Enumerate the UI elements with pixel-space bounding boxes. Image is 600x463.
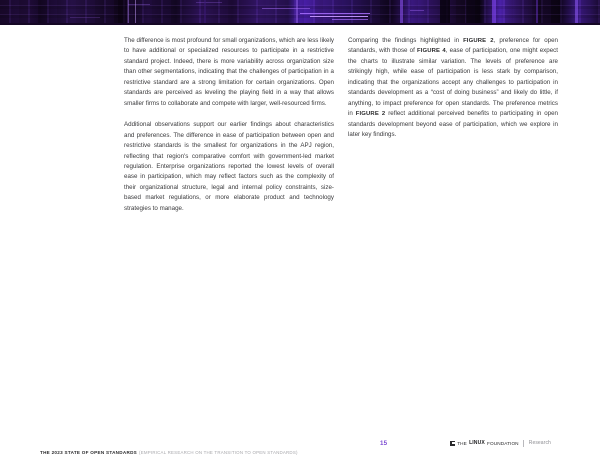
text-run: , preference for open standards, with those of: [348, 37, 559, 55]
left-column: [124, 36, 334, 214]
banner-streak: [262, 8, 310, 9]
linux-foundation-logo: [450, 440, 551, 447]
banner-vertical-bar: [492, 0, 496, 25]
banner-streak: [128, 4, 150, 5]
banner-streak: [70, 17, 100, 18]
logo-research-text: Research: [528, 440, 551, 447]
paragraph: [348, 36, 558, 141]
text-run: Comparing the findings highlighted in: [348, 37, 464, 44]
footer-report-title: THE 2023 STATE OF OPEN STANDARDS: [40, 450, 138, 455]
footer-report-subtitle: (EMPIRICAL RESEARCH ON THE TRANSITION TO OPEN STANDARDS): [139, 450, 298, 455]
figure-reference: FIGURE 2: [355, 111, 386, 118]
paragraph: The difference is most profound for small organizations, which are less likely to have additional or specialized resources to participate in a restrictive standard project. Indeed, there is more variability across organization size than other segmentations, indicating that the challenges of participation in a restrictive standard are a strong limitation for certain organizations. Open standards are perceived as leveling the playing field in a way that allows smaller firms to collaborate and compete with larger, well-resourced firms.: [124, 37, 334, 107]
right-column: [348, 36, 558, 214]
banner-vertical-bar: [118, 0, 128, 25]
banner-base-line: [0, 23, 600, 25]
linux-foundation-mark-icon: [450, 441, 455, 446]
banner-streak: [300, 13, 370, 14]
text-run: reflect additional perceived benefits to participating in open standards development beyond ease of participation, which we explore in later key findings.: [348, 110, 558, 139]
banner-vertical-bar: [466, 0, 480, 25]
banner-vertical-bar: [296, 0, 298, 25]
banner-vertical-bar: [575, 0, 578, 25]
page-footer: [0, 440, 600, 454]
logo-divider: [523, 440, 524, 447]
page-body: [124, 36, 558, 214]
banner-vertical-bar: [400, 0, 403, 25]
banner-vertical-bar: [536, 0, 538, 25]
logo-foundation-text: FOUNDATION: [487, 440, 519, 446]
banner-streak: [410, 10, 424, 11]
footer-caption: [40, 441, 298, 459]
figure-reference: FIGURE 2: [463, 38, 494, 44]
banner-vertical-bar: [204, 0, 206, 25]
banner-streak: [196, 2, 222, 3]
banner-vertical-bar: [135, 0, 136, 25]
page-number: 15: [380, 440, 388, 447]
paragraph: Additional observations support our earlier findings about characteristics and preferences. The difference in ease of participation between open and restrictive standards is the smallest for organizations in the APJ region, reflecting that region's comparative comfort with government-led market regulation. Enterprise organizations reported the lowest levels of overall ease in participation, which may reflect factors such as the complexity of their organizational structure, legal and internal policy constraints, size-based market regulations, or more elaborate product and technology strategies to manage.: [124, 121, 334, 212]
logo-linux-text: LINUX: [469, 440, 485, 447]
decorative-banner: [0, 0, 600, 25]
banner-vertical-bar: [440, 0, 450, 25]
banner-streak: [332, 19, 368, 20]
text-run: , ease of participation, one might expect the charts to illustrate similar variation. The levels of preference are strikingly high, while ease of participation is less stark by comparison, indicating that the organizations accept any challenges to participation in standards development as a “cost of doing business” and likely do little, if anything, to impact preference for open standards. The preference metrics in: [348, 47, 558, 118]
banner-streak: [310, 16, 368, 17]
figure-reference: FIGURE 4: [416, 48, 446, 55]
logo-the-text: THE: [457, 440, 467, 446]
